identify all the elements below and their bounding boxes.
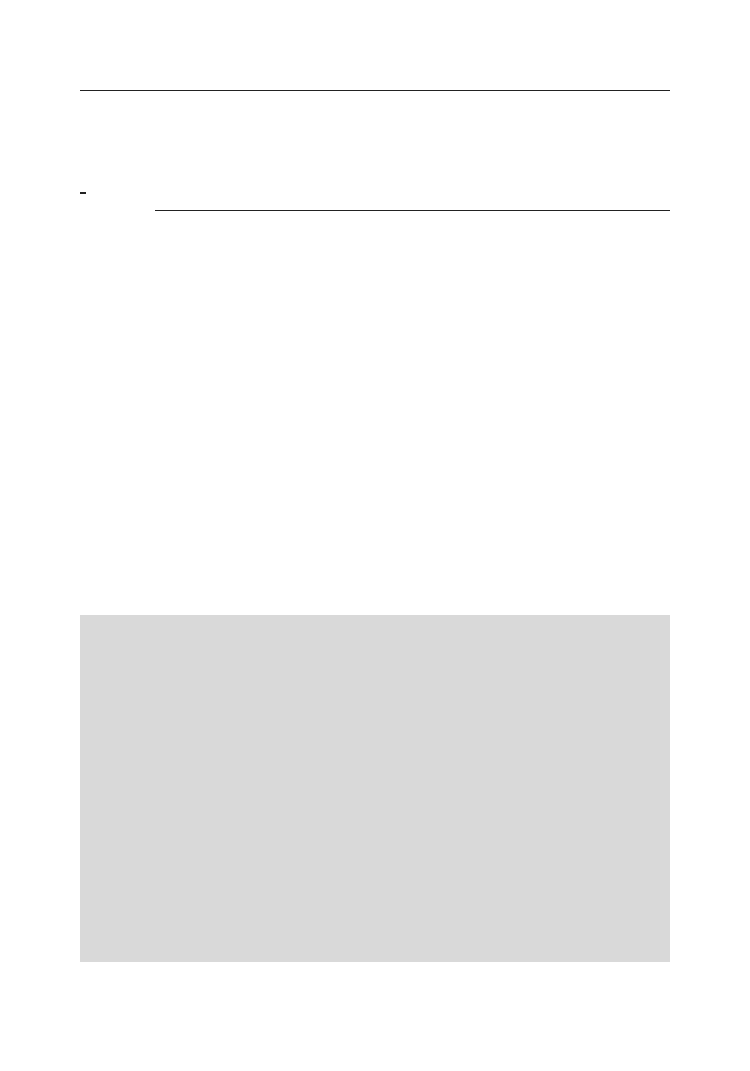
colophon-box <box>80 615 670 962</box>
header-rule <box>80 90 670 91</box>
section-label <box>80 192 86 194</box>
editor-label <box>388 627 450 650</box>
date-line <box>138 668 368 687</box>
page-header <box>80 64 670 86</box>
colophon-left <box>98 627 368 701</box>
magazine-title <box>138 627 368 649</box>
responsible-editors <box>388 627 658 650</box>
cover-design <box>388 650 658 673</box>
design-label <box>388 650 450 673</box>
colophon-right <box>388 627 658 673</box>
issue-line <box>138 649 368 668</box>
section-rule <box>155 210 670 211</box>
